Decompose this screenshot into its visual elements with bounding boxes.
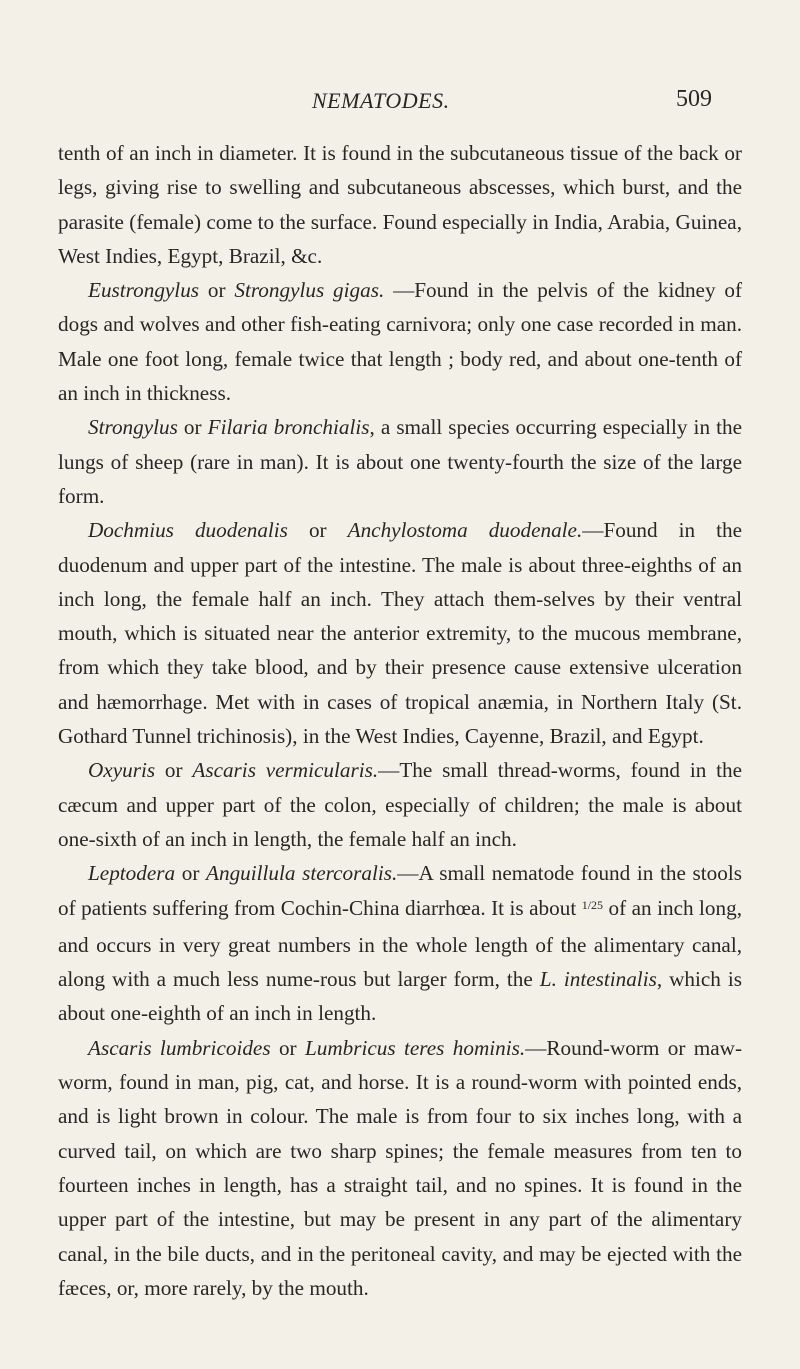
- italic-term: Oxyuris: [88, 758, 156, 783]
- paragraph: [58, 136, 742, 273]
- text-run: —Found in the duodenum and upper part of the intestine. The male is about three-eighths of an inch long, the female half an inch. They attach them-selves by their ventral mouth, which is situated near the anterior extremity, to the mucous membrane, from which they take blood, and by their presence cause extensive ulceration and hæmorrhage. Met with in cases of tropical anæmia, in Northern Italy (St. Gothard Tunnel trichinosis), in the West Indies, Cayenne, Brazil, and Egypt.: [58, 518, 743, 749]
- paragraph: [58, 513, 742, 753]
- fraction: 1/25: [581, 897, 604, 912]
- italic-term: Anguillula stercoralis.: [206, 861, 398, 886]
- paragraph: [58, 753, 742, 856]
- text-run: or: [175, 861, 207, 886]
- paragraph: [58, 273, 742, 410]
- text-run: or: [199, 278, 235, 303]
- italic-term: Eustrongylus: [88, 278, 200, 303]
- text-run: —Round-worm or maw-worm, found in man, pig, cat, and horse. It is a round-worm with pointed ends, and is light brown in colour. The male is from four to six inches long, with a curved tail, on which are two sharp spines; the female measures from ten to fourteen inches in length, has a straight tail, and no spines. It is found in the upper part of the intestine, but may be present in any part of the alimentary canal, in the bile ducts, and in the peritoneal cavity, and may be ejected with the fæces, or, more rarely, by the mouth.: [58, 1035, 743, 1300]
- paragraph: [58, 410, 742, 513]
- italic-term: Strongylus gigas.: [234, 278, 385, 303]
- text-run: —The small thread-worms, found in the cæcum and upper part of the colon, especially of children; the male is about one-sixth of an inch in length, the female half an inch.: [58, 758, 743, 851]
- text-run: or: [155, 758, 193, 783]
- text-run: , which is about one-eighth of an inch in length.: [58, 967, 742, 1026]
- text-run: —Found in the pelvis of the kidney of dogs and wolves and other fish-eating carnivora; only one case recorded in man. Male one foot long, female twice that length ; body red, and about one-tenth of an inch in thickness.: [58, 278, 743, 406]
- italic-term: Leptodera: [88, 861, 176, 886]
- paragraph: [58, 1031, 742, 1305]
- text-run: tenth of an inch in diameter. It is found in the subcutaneous tissue of the back or legs, giving rise to swelling and subcutaneous abscesses, which burst, and the parasite (female) come to the surface. Found especially in India, Arabia, Guinea, West Indies, Egypt, Brazil, &c.: [58, 141, 742, 268]
- italic-term: L. intestinalis: [539, 967, 657, 992]
- italic-term: Anchylostoma duodenale.: [347, 518, 583, 543]
- page-header: [0, 88, 800, 118]
- body-text: [58, 136, 742, 1305]
- text-run: or: [287, 518, 348, 543]
- running-head: NEMATODES.: [312, 88, 450, 113]
- paragraph: [58, 856, 742, 1030]
- text-run: —A small nematode found in the stools of patients suffering from Cochin-China diarrhœa. It is about: [58, 861, 742, 920]
- text-run: of an inch long, and occurs in very great numbers in the whole length of the alimentary canal, along with a much less nume-rous but larger form, the: [58, 895, 743, 992]
- text-run: or: [177, 415, 208, 440]
- italic-term: Ascaris vermicularis.: [192, 758, 379, 783]
- text-run: , a small species occurring especially in the lungs of sheep (rare in man). It is about one twenty-fourth the size of the large form.: [58, 415, 742, 508]
- text-run: or: [270, 1035, 305, 1060]
- page-number: 509: [676, 86, 712, 112]
- italic-term: Dochmius duodenalis: [88, 518, 288, 543]
- italic-term: Strongylus: [88, 415, 178, 440]
- italic-term: Lumbricus teres hominis.: [304, 1035, 526, 1060]
- italic-term: Ascaris lumbricoides: [88, 1035, 271, 1060]
- italic-term: Filaria bronchialis: [207, 415, 370, 440]
